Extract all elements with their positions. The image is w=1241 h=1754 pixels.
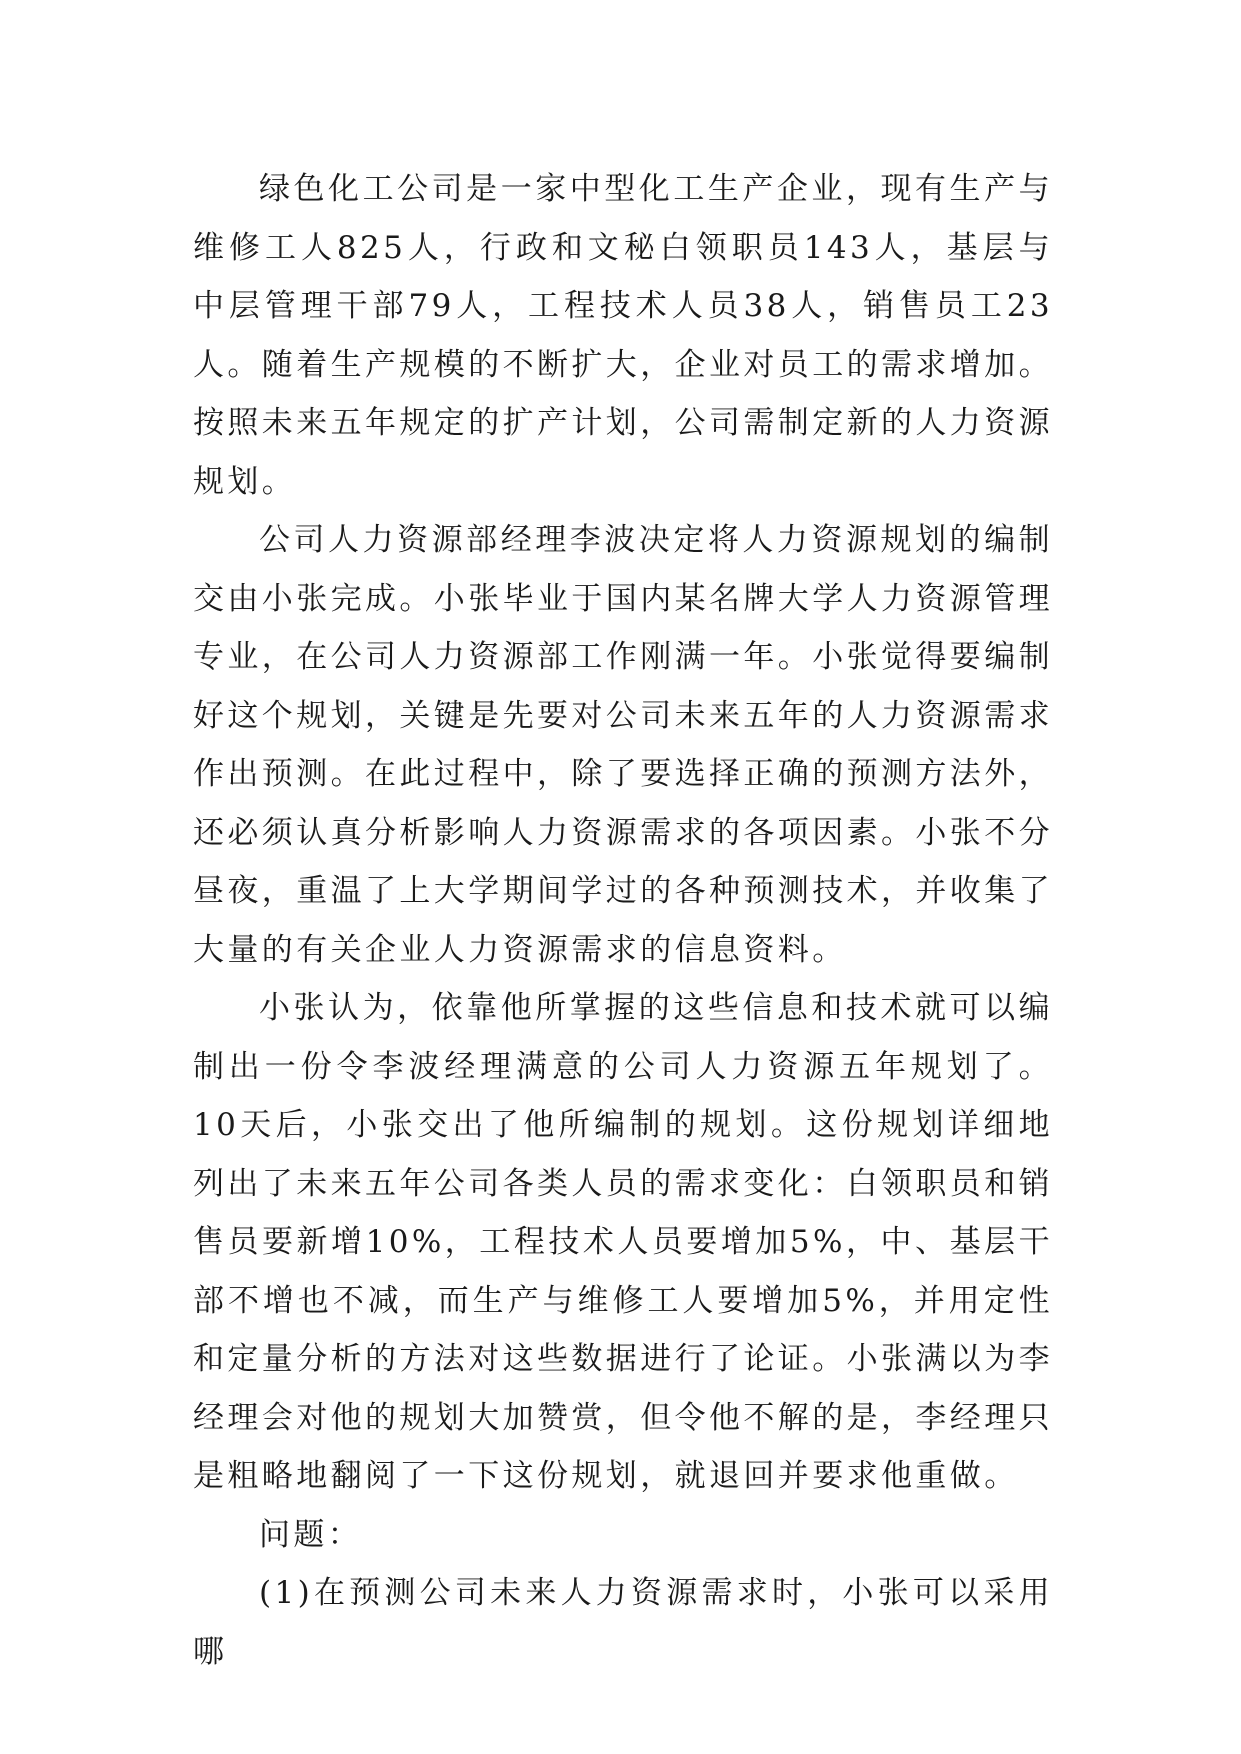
paragraph-plan-result: 小张认为，依靠他所掌握的这些信息和技术就可以编制出一份令李波经理满意的公司人力资源五年规划了。10天后，小张交出了他所编制的规划。这份规划详细地列出了未来五年公司各类人员的需求变化：白领职员和销售员要新增10%，工程技术人员要增加5%，中、基层干部不增也不减，而生产与维修工人要增加5%，并用定性和定量分析的方法对这些数据进行了论证。小张满以为李经理会对他的规划大加赞赏，但令他不解的是，李经理只是粗略地翻阅了一下这份规划，就退回并要求他重做。 — [193, 990, 1053, 1494]
paragraph-company-background: 绿色化工公司是一家中型化工生产企业，现有生产与维修工人825人，行政和文秘白领职员143人，基层与中层管理干部79人，工程技术人员38人，销售员工23人。随着生产规模的不断扩大，企业对员工的需求增加。按照未来五年规定的扩产计划，公司需制定新的人力资源规划。 — [193, 171, 1053, 500]
questions-heading: 问题： — [259, 1516, 363, 1553]
document-body — [193, 160, 1053, 1681]
question-1: (1)在预测公司未来人力资源需求时，小张可以采用哪 — [193, 1575, 1053, 1670]
paragraph-task-assignment: 公司人力资源部经理李波决定将人力资源规划的编制交由小张完成。小张毕业于国内某名牌大学人力资源管理专业，在公司人力资源部工作刚满一年。小张觉得要编制好这个规划，关键是先要对公司未来五年的人力资源需求作出预测。在此过程中，除了要选择正确的预测方法外，还必须认真分析影响人力资源需求的各项因素。小张不分昼夜，重温了上大学期间学过的各种预测技术，并收集了大量的有关企业人力资源需求的信息资料。 — [193, 522, 1053, 968]
